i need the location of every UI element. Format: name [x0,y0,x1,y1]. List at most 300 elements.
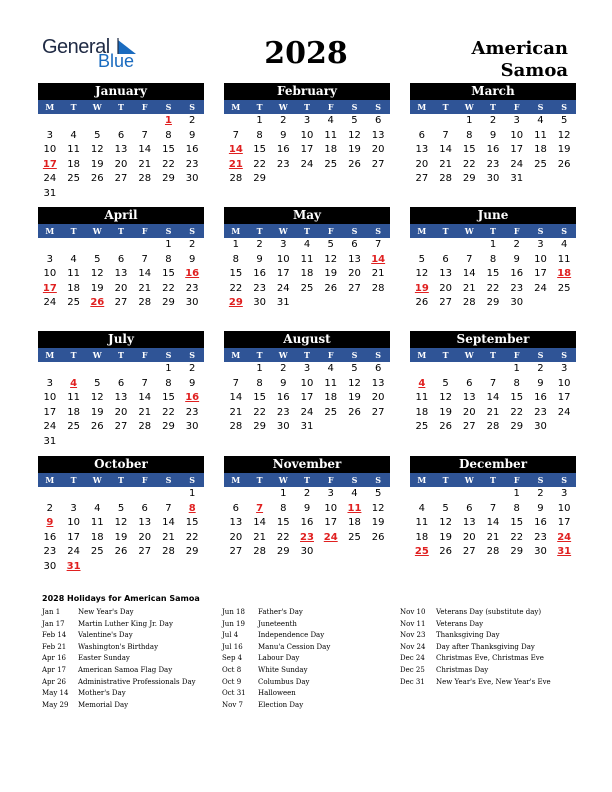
week-row [224,114,390,129]
day-cell: 29 [162,297,175,309]
day-cell: 16 [534,517,547,529]
weekday-label: S [537,475,544,485]
day-cell: 16 [510,268,524,280]
holiday-date: Jun 18 [222,608,245,616]
week-row [224,420,390,435]
empty-day-cell [62,238,86,253]
month-july [38,331,204,450]
day-cell: 26 [415,297,429,309]
holiday-name: Easter Sunday [78,654,130,663]
day-cell: 20 [348,268,361,280]
week-row [224,282,390,297]
weekday-label: T [490,226,496,236]
empty-day-cell [319,545,343,560]
weekday-label: F [141,475,148,485]
week-row [410,172,576,187]
day-cell: 14 [138,392,152,404]
holiday-row [222,642,330,654]
holiday-name: New Year's Eve, New Year's Eve [436,677,551,686]
weekday-label: T [118,475,124,485]
empty-day-cell [62,187,86,202]
month-title: February [224,83,390,100]
week-row [410,129,576,144]
day-cell: 20 [114,158,128,170]
day-cell: 28 [138,421,152,433]
day-cell: 6 [117,377,125,389]
weekday-label: S [189,102,196,112]
day-cell: 21 [162,531,175,543]
empty-day-cell [133,362,157,377]
day-cell: 16 [43,531,57,543]
day-cell: 21 [229,406,243,418]
day-cell: 12 [557,129,571,141]
weekday-label: S [189,226,196,236]
day-cell: 1 [256,115,263,126]
week-row [38,158,204,173]
day-cell: 17 [276,268,290,280]
day-cell: 13 [348,253,361,265]
day-cell: 7 [489,502,497,514]
holiday-row [400,630,551,642]
day-cell: 17 [67,531,80,543]
holiday-date: Oct 8 [222,665,242,674]
day-cell: 16 [253,268,266,280]
day-cell: 15 [253,392,266,404]
empty-day-cell [410,238,434,253]
week-row [224,158,390,173]
weekday-label: S [561,102,568,112]
empty-day-cell [552,172,576,187]
week-row [38,253,204,268]
day-cell: 10 [510,129,524,141]
day-cell: 11 [67,144,80,156]
week-row [38,487,204,502]
holiday-date: Jul 4 [222,631,239,640]
holiday-day-cell: 21 [228,158,243,170]
empty-day-cell [319,420,343,435]
empty-day-cell [85,435,109,450]
day-cell: 13 [462,392,476,404]
empty-day-cell [109,187,133,202]
day-cell: 8 [165,129,172,141]
day-cell: 31 [43,187,57,199]
day-cell: 30 [185,173,199,185]
day-cell: 11 [324,377,338,389]
day-cell: 1 [466,115,473,126]
holiday-day-cell: 26 [90,297,105,309]
week-row [410,362,576,377]
day-cell: 21 [371,268,385,280]
empty-day-cell [109,238,133,253]
holiday-row [400,619,551,631]
day-cell: 20 [371,392,385,404]
holiday-name: Christmas Eve, Christmas Eve [436,654,544,663]
day-cell: 15 [162,144,175,156]
holiday-day-cell: 18 [557,268,572,280]
holiday-day-cell: 7 [256,502,264,514]
day-cell: 20 [462,531,476,543]
empty-day-cell [529,296,553,311]
holiday-day-cell: 25 [414,546,429,558]
month-january [38,83,204,202]
holiday-name: Valentine's Day [78,631,133,640]
day-cell: 18 [300,268,314,280]
weekday-label: M [417,226,427,236]
week-row [410,531,576,546]
week-row [410,545,576,560]
day-cell: 1 [256,363,263,374]
weekday-label: W [92,475,102,485]
day-cell: 25 [557,282,571,294]
week-row [410,143,576,158]
day-cell: 15 [185,517,199,529]
holiday-date: Jan 17 [42,619,65,628]
day-cell: 20 [229,531,243,543]
day-cell: 24 [534,282,547,294]
day-cell: 28 [138,173,152,185]
holiday-day-cell: 17 [42,282,57,294]
month-september [410,331,576,435]
holiday-row [222,665,330,677]
weekday-label: F [327,350,334,360]
weekday-label: M [45,350,55,360]
day-cell: 9 [537,377,544,389]
weekday-label: S [561,475,568,485]
holiday-row [42,688,196,700]
empty-day-cell [38,362,62,377]
weekday-label: S [561,350,568,360]
day-cell: 6 [418,129,426,141]
holiday-date: Apr 16 [42,654,67,663]
empty-day-cell [366,296,390,311]
day-cell: 30 [276,421,290,433]
logo-blue-text: Blue [98,51,135,71]
day-cell: 28 [486,421,500,433]
empty-day-cell [157,435,181,450]
day-cell: 29 [276,546,290,558]
day-cell: 13 [114,392,128,404]
day-cell: 18 [415,531,429,543]
day-cell: 2 [280,363,287,374]
day-cell: 28 [253,546,266,558]
weekday-label: S [537,226,544,236]
empty-day-cell [85,560,109,575]
day-cell: 10 [557,502,571,514]
day-cell: 15 [510,392,524,404]
empty-day-cell [529,172,553,187]
holiday-row [42,607,196,619]
holiday-row [222,607,330,619]
holiday-row [400,642,551,654]
weekday-label: F [141,226,148,236]
weekday-header [38,473,204,487]
month-title: September [410,331,576,348]
empty-day-cell [434,238,458,253]
weekday-header [38,224,204,238]
day-cell: 2 [537,363,544,374]
week-row [38,296,204,311]
day-cell: 24 [43,421,57,433]
day-cell: 9 [513,253,520,265]
holiday-day-cell: 14 [371,253,386,265]
empty-day-cell [295,296,319,311]
holiday-name: Thanksgiving Day [436,631,500,640]
month-may [224,207,390,311]
day-cell: 8 [280,502,287,514]
day-cell: 23 [534,531,547,543]
weekday-label: T [256,226,263,236]
day-cell: 27 [371,158,385,170]
day-cell: 29 [162,421,175,433]
month-april [38,207,204,311]
week-row [224,362,390,377]
holiday-row [222,630,330,642]
day-cell: 10 [324,502,338,514]
holiday-row [42,642,196,654]
weekday-label: S [351,475,358,485]
day-cell: 9 [303,502,311,514]
day-cell: 10 [43,392,57,404]
weekday-label: F [141,102,148,112]
month-title: July [38,331,204,348]
weekday-label: T [118,226,124,236]
weekday-label: W [92,350,102,360]
week-row [224,391,390,406]
holiday-name: Manu'a Cession Day [258,642,331,651]
holiday-date: Oct 31 [222,689,246,698]
day-cell: 30 [534,546,547,558]
week-row [224,267,390,282]
day-cell: 6 [117,129,125,141]
day-cell: 3 [70,502,77,514]
day-cell: 3 [560,488,568,499]
weekday-label: S [189,350,196,360]
weekday-label: S [165,350,172,360]
day-cell: 12 [439,517,452,529]
week-row [224,516,390,531]
day-cell: 8 [165,377,172,389]
day-cell: 6 [466,502,473,514]
week-row [38,377,204,392]
day-cell: 15 [229,268,243,280]
day-cell: 2 [489,115,497,126]
day-cell: 7 [165,502,172,514]
holiday-date: Apr 26 [42,677,67,686]
day-cell: 4 [94,502,101,514]
day-cell: 26 [439,421,452,433]
holiday-date: Sep 4 [222,654,243,663]
weekday-label: M [231,102,241,112]
weekday-label: W [464,102,474,112]
day-cell: 27 [462,546,476,558]
day-cell: 21 [138,406,152,418]
day-cell: 20 [114,282,128,294]
weekday-label: T [256,102,263,112]
empty-day-cell [343,296,367,311]
day-cell: 27 [138,546,152,558]
day-cell: 2 [188,239,196,250]
weekday-label: T [304,226,310,236]
country-name [448,38,568,82]
day-cell: 10 [534,253,547,265]
weekday-header [410,348,576,362]
holiday-date: Jan 1 [42,608,61,616]
day-cell: 1 [513,363,520,374]
weekday-label: S [375,102,382,112]
day-cell: 7 [141,377,148,389]
holiday-row [222,688,330,700]
day-cell: 31 [43,435,57,447]
holiday-row [42,619,196,631]
day-cell: 20 [415,158,429,170]
day-cell: 13 [114,268,128,280]
day-cell: 16 [276,144,290,156]
day-cell: 3 [327,488,334,499]
day-cell: 11 [90,517,104,529]
day-cell: 6 [232,502,240,514]
day-cell: 13 [138,517,152,529]
empty-day-cell [410,487,434,502]
day-cell: 12 [324,253,338,265]
day-cell: 11 [67,268,80,280]
day-cell: 29 [185,546,199,558]
holiday-name: Mother's Day [78,689,126,698]
empty-day-cell [85,362,109,377]
empty-day-cell [552,296,576,311]
holiday-day-cell: 14 [228,144,243,156]
holiday-name: Halloween [258,689,296,698]
holiday-name: Election Day [258,700,304,709]
weekday-label: F [327,226,334,236]
day-cell: 6 [351,239,358,250]
holiday-date: Nov 10 [400,608,426,616]
day-cell: 13 [439,268,452,280]
day-cell: 7 [466,253,473,265]
day-cell: 18 [348,517,361,529]
day-cell: 22 [510,531,524,543]
day-cell: 5 [560,115,568,126]
day-cell: 9 [280,377,287,389]
day-cell: 29 [162,173,175,185]
day-cell: 17 [557,392,571,404]
empty-day-cell [38,487,62,502]
day-cell: 4 [560,239,568,250]
holiday-date: Jul 16 [222,642,243,651]
holiday-row [42,630,196,642]
day-cell: 4 [70,253,77,265]
holiday-name: Juneteenth [258,619,297,628]
weekday-header [410,473,576,487]
empty-day-cell [109,362,133,377]
day-cell: 15 [253,144,266,156]
day-cell: 25 [67,421,80,433]
week-row [224,253,390,268]
day-cell: 10 [557,377,571,389]
logo-general-text: General [42,36,110,58]
day-cell: 23 [185,406,199,418]
holiday-name: Veterans Day (substitute day) [436,608,542,616]
day-cell: 19 [114,531,128,543]
week-row [224,143,390,158]
weekday-header [38,100,204,114]
empty-day-cell [434,114,458,129]
day-cell: 19 [557,144,571,156]
holiday-name: Day after Thanksgiving Day [436,642,535,651]
day-cell: 10 [300,377,314,389]
day-cell: 18 [67,158,80,170]
day-cell: 7 [442,129,449,141]
month-june [410,207,576,311]
empty-day-cell [133,560,157,575]
day-cell: 23 [486,158,500,170]
day-cell: 20 [371,144,385,156]
empty-day-cell [410,114,434,129]
holiday-date: May 29 [42,700,69,709]
holiday-date: Feb 14 [42,631,67,640]
day-cell: 26 [324,282,338,294]
day-cell: 30 [510,297,524,309]
day-cell: 15 [162,268,175,280]
day-cell: 8 [466,129,473,141]
day-cell: 26 [348,158,361,170]
holiday-row [222,619,330,631]
page-title: 2028 [264,36,348,71]
day-cell: 12 [439,392,452,404]
empty-day-cell [109,560,133,575]
day-cell: 10 [276,253,290,265]
week-row [410,502,576,517]
day-cell: 12 [90,392,104,404]
holiday-name: Father's Day [258,608,303,616]
holiday-name: Administrative Professionals Day [78,677,196,686]
weekday-label: T [70,475,77,485]
weekday-label: M [231,350,241,360]
empty-day-cell [133,435,157,450]
day-cell: 13 [114,144,128,156]
day-cell: 29 [462,173,476,185]
weekday-header [410,100,576,114]
day-cell: 22 [510,406,524,418]
week-row [224,377,390,392]
day-cell: 29 [253,173,266,185]
day-cell: 21 [486,406,500,418]
holiday-name: Veterans Day [436,619,484,628]
day-cell: 24 [557,406,571,418]
weekday-header [224,100,390,114]
week-row [38,545,204,560]
day-cell: 15 [162,392,175,404]
day-cell: 10 [300,129,314,141]
holiday-row [400,677,551,689]
empty-day-cell [271,172,295,187]
day-cell: 9 [256,253,263,265]
day-cell: 27 [462,421,476,433]
empty-day-cell [224,114,248,129]
country-line-2: Samoa [500,60,568,81]
empty-day-cell [410,362,434,377]
day-cell: 23 [185,158,199,170]
holiday-date: Nov 23 [400,631,426,640]
week-row [38,267,204,282]
weekday-label: W [464,226,474,236]
holiday-row [42,665,196,677]
day-cell: 2 [303,488,311,499]
weekday-label: F [513,350,520,360]
day-cell: 19 [348,392,361,404]
day-cell: 18 [67,406,80,418]
week-row [410,516,576,531]
day-cell: 14 [138,268,152,280]
